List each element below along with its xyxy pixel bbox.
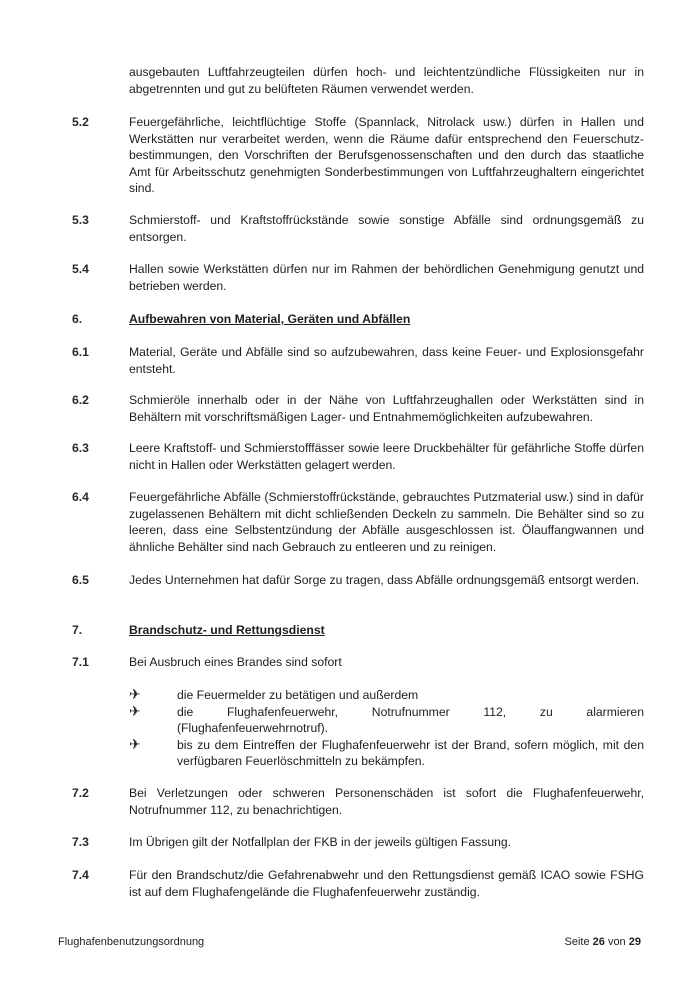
section-number: 6. (72, 312, 83, 326)
section-5-2 (72, 114, 644, 197)
airplane-icon: ✈ (129, 735, 141, 752)
section-text: Für den Brandschutz/die Gefahrenabwehr und den Rettungsdienst gemäß ICAO sowie FSHG ist auf dem Flughafengelände die Flughafenfeuerwehr zuständig. (129, 868, 644, 899)
section-7-4 (72, 867, 644, 900)
section-6-5 (72, 572, 644, 589)
section-7-3 (72, 834, 644, 851)
section-6-2 (72, 392, 644, 425)
section-number: 7.3 (72, 835, 89, 849)
section-number: 6.1 (72, 345, 89, 359)
list-item: ✈ bis zu dem Eintreffen der Flughafenfeuerwehr ist der Brand, sofern möglich, mit den verfügbaren Feuerlöschmitteln zu bekämpfen. (129, 735, 644, 769)
section-number: 7. (72, 623, 83, 637)
section-6-1 (72, 344, 644, 377)
footer-title: Flughafenbenutzungsordnung (58, 936, 205, 948)
airplane-icon: ✈ (129, 702, 141, 719)
section-5-3 (72, 212, 644, 245)
section-text: Jedes Unternehmen hat dafür Sorge zu tragen, dass Abfälle ordnungsgemäß entsorgt werden. (129, 573, 640, 587)
section-text: Bei Verletzungen oder schweren Personenschäden ist sofort die Flughafenfeuerwehr, Notrufnummer 112, zu benachrichtigen. (129, 786, 644, 817)
section-heading: Aufbewahren von Material, Geräten und Abfällen (129, 312, 411, 326)
section-6-4 (72, 489, 644, 555)
section-text: Schmieröle innerhalb oder in der Nähe von Luftfahrzeughallen oder Werkstätten sind in Behältern mit vorschriftsmäßigen Lager- und Entnahmemöglichkeiten aufzubewahren. (129, 393, 644, 424)
section-text: Im Übrigen gilt der Notfallplan der FKB in der jeweils gültigen Fassung. (129, 835, 512, 849)
section-heading: Brandschutz- und Rettungsdienst (129, 623, 325, 637)
section-text: Schmierstoff- und Kraftstoffrückstände sowie sonstige Abfälle sind ordnungsgemäß zu entsorgen. (129, 213, 644, 244)
section-5-4 (72, 261, 644, 294)
section-7-1 (72, 654, 644, 671)
section-text: Leere Kraftstoff- und Schmierstofffässer sowie leere Druckbehälter für gefährliche Stoffe dürfen nicht in Hallen oder Werkstätten gelagert werden. (129, 441, 644, 472)
section-text: Feuergefährliche, leichtflüchtige Stoffe (Spannlack, Nitrolack usw.) dürfen in Hallen und Werkstätten nur verarbeitet werden, wenn die Räume dafür entsprechend den Feuerschutz-bestimmungen, den Vorschriften der Berufsgenossenschaften und den durch das staatliche Amt für Arbeitsschutz genehmigten Sonderbestimmungen von Luftfahrzeughaltern eingerichtet sind. (129, 115, 644, 196)
section-number: 7.2 (72, 786, 89, 800)
intro-paragraph: ausgebauten Luftfahrzeugteilen dürfen hoch- und leichtentzündliche Flüssigkeiten nur in abgetrennten und gut zu belüfteten Räumen verwendet werden. (129, 65, 644, 96)
section-text: Hallen sowie Werkstätten dürfen nur im Rahmen der behördlichen Genehmigung genutzt und betrieben werden. (129, 262, 644, 293)
section-number: 5.2 (72, 115, 89, 129)
page-number: Seite 26 von 29 (564, 936, 641, 948)
section-text: Bei Ausbruch eines Brandes sind sofort (129, 655, 342, 669)
bullet-list (72, 687, 644, 770)
section-number: 7.1 (72, 655, 89, 669)
section-7-2 (72, 785, 644, 818)
section-6-heading (72, 311, 644, 328)
section-text: Material, Geräte und Abfälle sind so aufzubewahren, dass keine Feuer- und Explosionsgefahr entsteht. (129, 345, 644, 376)
section-6-3 (72, 440, 644, 473)
section-number: 6.5 (72, 573, 89, 587)
section-number: 6.3 (72, 441, 89, 455)
section-7-heading (72, 622, 644, 639)
section-number: 7.4 (72, 868, 89, 882)
section-number: 6.2 (72, 393, 89, 407)
section-number: 5.3 (72, 213, 89, 227)
list-item: ✈ die Flughafenfeuerwehr, Notrufnummer 112, zu alarmieren (Flughafenfeuerwehrnotruf). (129, 702, 644, 736)
section-number: 6.4 (72, 490, 89, 504)
list-item: ✈ die Feuermelder zu betätigen und außerdem (129, 686, 419, 702)
section-number: 5.4 (72, 262, 89, 276)
section-text: Feuergefährliche Abfälle (Schmierstoffrückstände, gebrauchtes Putzmaterial usw.) sind in dafür zugelassenen Behältern mit dicht schließenden Deckeln zu sammeln. Die Behälter sind so zu leeren, dass eine Selbstentzündung der Abfälle ausgeschlossen ist. Ölauffangwannen und ähnliche Behälter sind nach Gebrauch zu entleeren und zu reinigen. (129, 490, 644, 554)
airplane-icon: ✈ (129, 686, 141, 702)
